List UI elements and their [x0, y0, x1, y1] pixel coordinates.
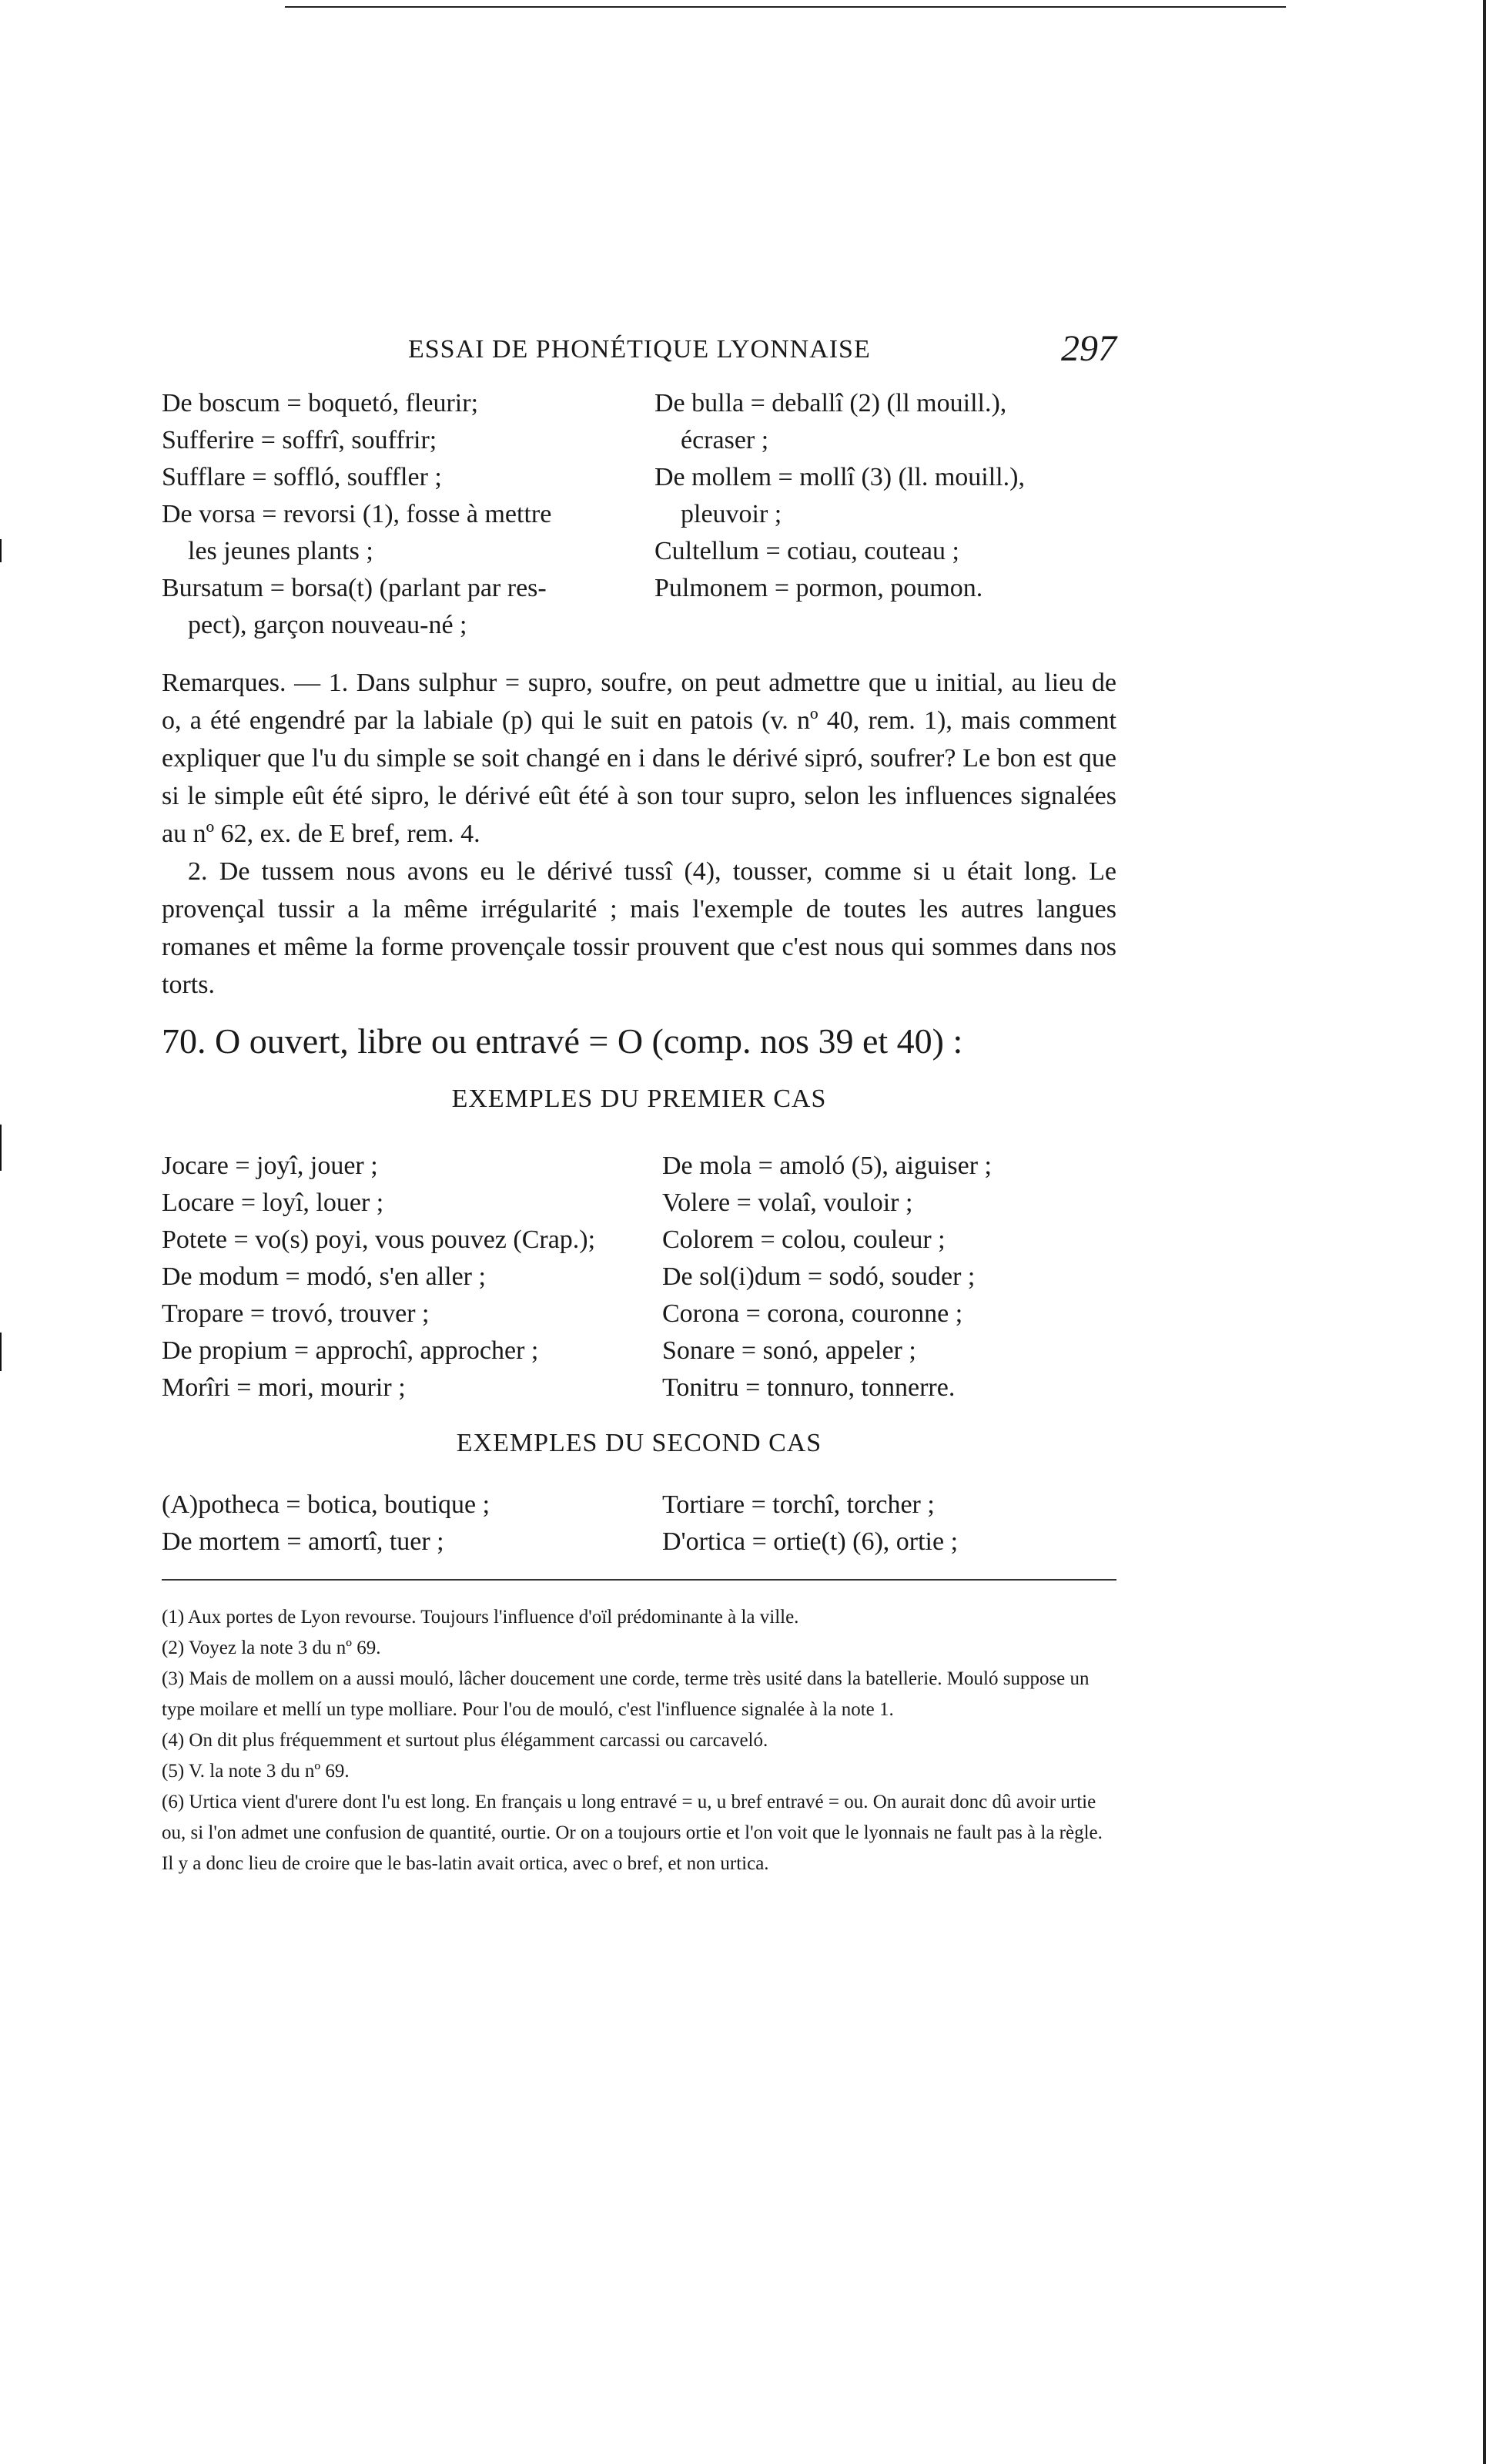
remarks-paragraphs	[162, 664, 1116, 1004]
word-entry: Pulmonem = pormon, poumon.	[654, 574, 983, 602]
word-entry-continuation: pect), garçon nouveau-né ;	[188, 611, 467, 639]
word-entry-continuation: pleuvoir ;	[681, 500, 782, 528]
top-scan-edge	[285, 6, 1286, 8]
examples-first-block	[162, 1148, 1116, 1410]
word-entry: Morîri = mori, mourir ;	[162, 1373, 406, 1402]
word-list-right-column	[654, 385, 1116, 607]
word-entry: Tonitru = tonnuro, tonnerre.	[662, 1373, 956, 1402]
word-entry: (A)potheca = botica, boutique ;	[162, 1490, 490, 1519]
footnote: (3) Mais de mollem on a aussi mouló, lâcher doucement une corde, terme très usité dans la batellerie. Mouló suppose un type moilare et mellí un type molliare. Pour l'ou de mouló, c'est l'influence signalée à la note 1.	[162, 1668, 1090, 1720]
remark-1: Remarques. — 1. Dans sulphur = supro, soufre, on peut admettre que u initial, au lieu de o, a été engendré par la labiale (p) qui le suit en patois (v. nº 40, rem. 1), mais comment expliquer que l'u du simple se soit changé en i dans le dérivé sipró, soufrer? Le bon est que si le simple eût été sipro, le dérivé eût été à son tour supro, selon les influences signalées au nº 62, ex. de E bref, rem. 4.	[162, 669, 1116, 848]
word-entry: De bulla = deballî (2) (ll mouill.),	[654, 389, 1007, 417]
word-list-left-column	[162, 385, 639, 644]
word-entry: Sufflare = soffló, souffler ;	[162, 463, 442, 491]
running-head	[162, 327, 1116, 374]
examples-second-left-column	[162, 1487, 654, 1561]
footnote: (2) Voyez la note 3 du nº 69.	[162, 1638, 381, 1658]
word-entry: Jocare = joyî, jouer ;	[162, 1152, 378, 1180]
left-margin-mark	[0, 539, 2, 562]
word-entry: Colorem = colou, couleur ;	[662, 1225, 946, 1254]
footnote: (4) On dit plus fréquemment et surtout plus élégamment carcassi ou carcaveló.	[162, 1730, 768, 1751]
word-entry: De mola = amoló (5), aiguiser ;	[662, 1152, 993, 1180]
footnotes	[162, 1602, 1116, 1879]
word-entry: Corona = corona, couronne ;	[662, 1299, 963, 1328]
word-entry: Locare = loyî, louer ;	[162, 1188, 384, 1217]
word-entry: Potete = vo(s) poyi, vous pouvez (Crap.);	[162, 1225, 596, 1254]
footnote: (5) V. la note 3 du nº 69.	[162, 1761, 350, 1782]
page-number: 297	[1061, 328, 1116, 369]
word-entry: Bursatum = borsa(t) (parlant par res-	[162, 574, 547, 602]
word-entry: De propium = approchî, approcher ;	[162, 1336, 539, 1365]
section-heading: 70. O ouvert, libre ou entravé = O (comp. nos 39 et 40) :	[162, 1021, 963, 1061]
footnote-separator	[162, 1579, 1116, 1581]
word-entry: Sufferire = soffrî, souffrir;	[162, 426, 437, 454]
examples-first-right-column	[662, 1148, 1116, 1406]
word-list-block	[162, 385, 1116, 647]
word-entry-continuation: les jeunes plants ;	[188, 537, 373, 565]
word-entry: De vorsa = revorsi (1), fosse à mettre	[162, 500, 552, 528]
left-margin-mark	[0, 1125, 2, 1171]
word-entry: Volere = volaî, vouloir ;	[662, 1188, 913, 1217]
word-entry: De mortem = amortî, tuer ;	[162, 1527, 444, 1556]
examples-first-left-column	[162, 1148, 654, 1406]
remark-2: 2. De tussem nous avons eu le dérivé tussî (4), tousser, comme si u était long. Le provençal tussir a la même irrégularité ; mais l'exemple de toutes les autres langues romanes et même la forme provençale tossir prouvent que c'est nous qui sommes dans nos torts.	[162, 857, 1116, 999]
examples-second-right-column	[662, 1487, 1116, 1561]
word-entry: Cultellum = cotiau, couteau ;	[654, 537, 959, 565]
left-margin-mark	[0, 1333, 2, 1371]
word-entry-continuation: écraser ;	[681, 426, 769, 454]
word-entry: Sonare = sonó, appeler ;	[662, 1336, 916, 1365]
examples-second-title: EXEMPLES DU SECOND CAS	[456, 1429, 822, 1457]
word-entry: De sol(i)dum = sodó, souder ;	[662, 1262, 976, 1291]
examples-second-block	[162, 1487, 1116, 1564]
word-entry: Tortiare = torchî, torcher ;	[662, 1490, 935, 1519]
right-scan-edge	[1483, 0, 1486, 2464]
examples-first-title: EXEMPLES DU PREMIER CAS	[451, 1084, 827, 1113]
word-entry: D'ortica = ortie(t) (6), ortie ;	[662, 1527, 959, 1556]
word-entry: De modum = modó, s'en aller ;	[162, 1262, 486, 1291]
word-entry: De boscum = boquetó, fleurir;	[162, 389, 479, 417]
word-entry: Tropare = trovó, trouver ;	[162, 1299, 430, 1328]
running-title: ESSAI DE PHONÉTIQUE LYONNAISE	[408, 335, 871, 364]
footnote: (6) Urtica vient d'urere dont l'u est long. En français u long entravé = u, u bref entravé = ou. On aurait donc dû avoir urtie ou, si l'on admet une confusion de quantité, ourtie. Or on a toujours ortie et l'on voit que le lyonnais ne fault pas à la règle. Il y a donc lieu de croire que le bas-latin avait ortica, avec o bref, et non urtica.	[162, 1792, 1103, 1874]
footnote: (1) Aux portes de Lyon revourse. Toujours l'influence d'oïl prédominante à la ville.	[162, 1607, 799, 1628]
word-entry: De mollem = mollî (3) (ll. mouill.),	[654, 463, 1025, 491]
